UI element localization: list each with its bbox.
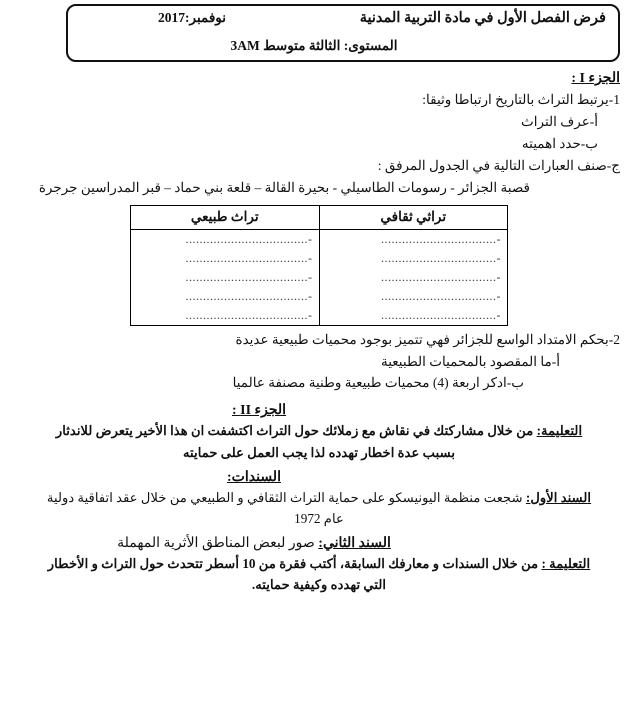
cell-natural[interactable]: -................................... [131, 287, 320, 306]
source-1-text-line-1: شجعت منظمة اليونيسكو على حماية التراث الثقافي و الطبيعي من خلال عقد اتفاقية دولية [46, 489, 523, 505]
sources-heading-row [18, 469, 620, 486]
classification-table-wrapper [130, 205, 508, 326]
classification-items: قصبة الجزائر - رسومات الطاسيلي - بحيرة القالة – قلعة بني حماد – قبر المدراسين جرجرة [38, 179, 530, 195]
cell-natural[interactable]: -................................... [131, 306, 320, 326]
part-2-instruction [18, 421, 620, 441]
table-body [131, 229, 508, 325]
part-2-instruction-continued: بسبب عدة اخطار تهدده لذا يجب العمل على حمايته [182, 445, 456, 461]
cell-cultural[interactable]: -................................. [319, 229, 508, 249]
document-body [18, 70, 620, 597]
cell-natural[interactable]: -................................... [131, 268, 320, 287]
sources-heading: السندات: [227, 469, 281, 485]
question-1: 1-يرتبط التراث بالتاريخ ارتباطا وثيقا: [422, 92, 620, 107]
question-1a: أ-عرف التراث [521, 113, 598, 129]
source-1-text-line-2: عام 1972 [294, 510, 344, 526]
source-1 [18, 488, 620, 508]
instruction-text-line-1: من خلال مشاركتك في نقاش مع زملائك حول التراث اكتشفت ان هذا الأخير يتعرض للاندثار [55, 423, 534, 439]
table-row [131, 249, 508, 268]
cell-cultural[interactable]: -................................. [319, 268, 508, 287]
header-top-row [80, 10, 606, 36]
column-header-cultural: تراثي ثقافي [319, 205, 508, 229]
classification-table [130, 205, 508, 326]
source-1-continued [18, 509, 620, 529]
final-instruction [18, 554, 620, 574]
question-2b: ب-ادكر اربعة (4) محميات طبيعية وطنية مصنفة عالميا [232, 375, 524, 391]
cell-cultural[interactable]: -................................. [319, 306, 508, 326]
document-title: فرض الفصل الأول في مادة التربية المدنية [359, 10, 606, 26]
cell-natural[interactable]: -................................... [131, 249, 320, 268]
question-1b: ب-حدد اهميته [521, 135, 598, 151]
table-header [131, 205, 508, 229]
cell-natural[interactable]: -................................... [131, 229, 320, 249]
table-row [131, 306, 508, 326]
table-header-row [131, 205, 508, 229]
column-header-natural: تراث طبيعي [131, 205, 320, 229]
part-2-heading: الجزء II : [231, 403, 287, 419]
final-instruction-text-line-1: من خلال السندات و معارفك السابقة، أكتب فقرة من 10 أسطر تتحدث حول التراث و الأخطار [47, 555, 539, 571]
document-header-box [66, 4, 620, 62]
question-1c: ج-صنف العبارات التالية في الجدول المرفق : [377, 157, 620, 173]
table-row [131, 229, 508, 249]
source-1-label: السند الأول: [525, 489, 592, 505]
question-2a: أ-ما المقصود بالمحميات الطبيعية [380, 353, 560, 369]
question-2: 2-بحكم الامتداد الواسع للجزائر فهي تتميز بوجود محميات طبيعية عديدة [235, 331, 620, 347]
cell-cultural[interactable]: -................................. [319, 287, 508, 306]
class-level: المستوى: الثالثة متوسط 3AM [230, 38, 398, 53]
part-1-heading: الجزء I : [571, 71, 620, 86]
source-2-label: السند الثاني: [318, 535, 391, 551]
table-row [131, 287, 508, 306]
final-instruction-label: التعليمة : [541, 555, 591, 571]
final-instruction-continued: التي تهدده وكيفية حمايته. [251, 577, 387, 593]
source-2-text: صور لبعض المناطق الأثرية المهملة [117, 535, 315, 551]
instruction-label: التعليمة: [536, 423, 583, 439]
exam-date: نوفمبر:2017 [158, 10, 227, 25]
table-row [131, 268, 508, 287]
cell-cultural[interactable]: -................................. [319, 249, 508, 268]
source-2 [18, 535, 620, 552]
